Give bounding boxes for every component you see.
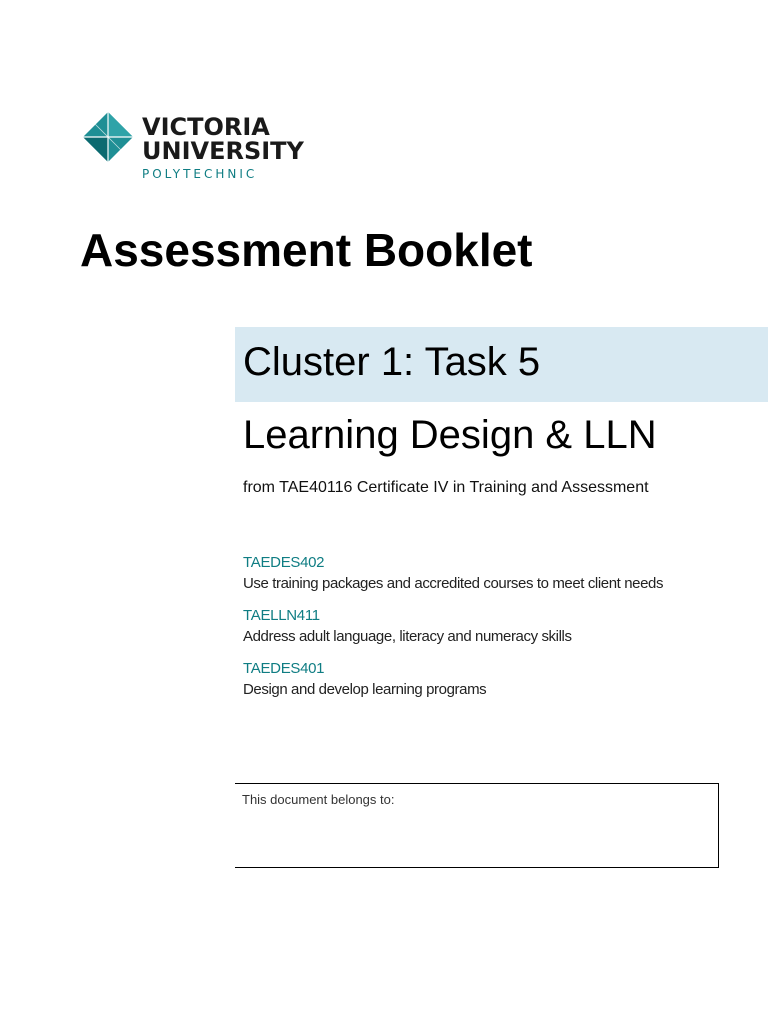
unit-code: TAEDES402 — [243, 554, 325, 571]
logo-polytechnic-text: POLYTECHNIC — [142, 167, 258, 181]
logo-victoria-text: VICTORIA — [142, 113, 270, 141]
teal-diamond-icon — [82, 111, 134, 163]
subject-title: Learning Design & LLN — [243, 413, 657, 457]
cluster-title: Cluster 1: Task 5 — [243, 340, 541, 384]
unit-code: TAEDES401 — [243, 660, 325, 677]
unit-description: Use training packages and accredited courses to meet client needs — [243, 575, 664, 592]
page-title: Assessment Booklet — [80, 224, 533, 276]
logo-university-text: UNIVERSITY — [142, 137, 304, 165]
unit-item — [243, 553, 743, 594]
unit-code: TAELLN411 — [243, 607, 320, 624]
owner-label: This document belongs to: — [242, 792, 395, 807]
unit-description: Address adult language, literacy and numeracy skills — [243, 628, 572, 645]
unit-list — [243, 553, 743, 712]
victoria-university-logo — [82, 111, 304, 181]
logo-wordmark — [142, 113, 304, 181]
unit-description: Design and develop learning programs — [243, 681, 487, 698]
owner-field-box[interactable] — [235, 783, 719, 868]
qualification-line: from TAE40116 Certificate IV in Training and Assessment — [243, 479, 649, 496]
unit-item — [243, 659, 743, 700]
cluster-banner — [235, 327, 768, 402]
unit-item — [243, 606, 743, 647]
